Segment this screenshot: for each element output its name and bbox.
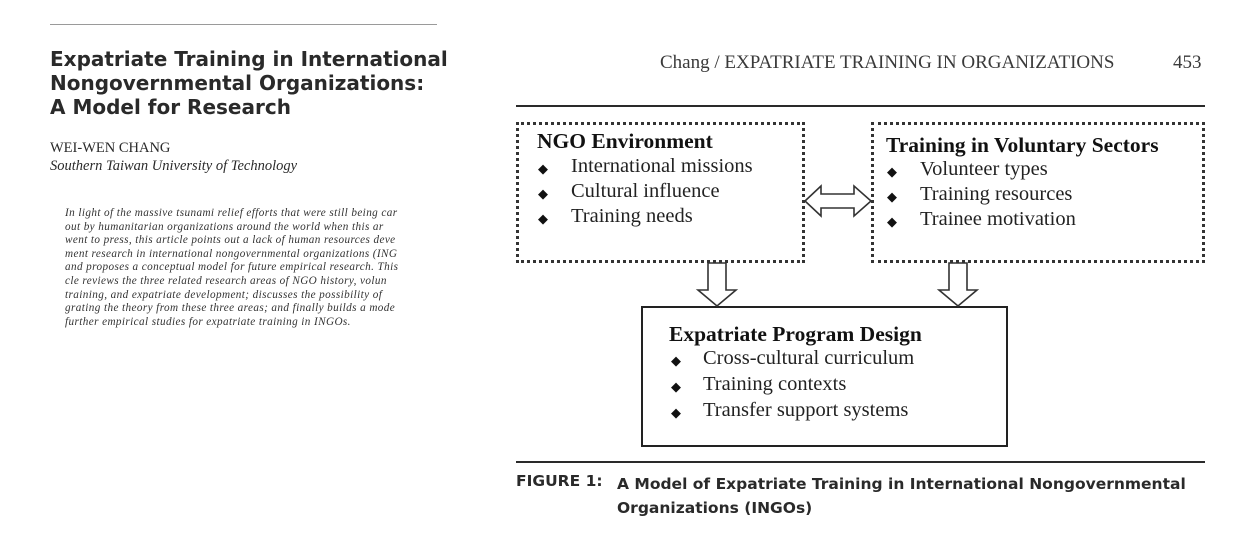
figure-bottom-rule — [516, 461, 1205, 463]
box-item: Transfer support systems — [703, 399, 909, 421]
author-affiliation: Southern Taiwan University of Technology — [50, 158, 298, 174]
abstract-line: ment research in international nongovernmental organizations (ING — [65, 247, 398, 260]
training-voluntary-sectors-box — [871, 122, 1205, 263]
box-item: Training contexts — [703, 373, 847, 395]
caption-line: Organizations (INGOs) — [617, 499, 813, 517]
abstract-line: out by humanitarian organizations around the world when this ar — [65, 220, 384, 233]
diamond-bullet-icon: ◆ — [538, 162, 548, 177]
diamond-bullet-icon: ◆ — [671, 380, 681, 395]
box-item: International missions — [571, 155, 753, 177]
running-head: Chang / EXPATRIATE TRAINING IN ORGANIZATIONS — [660, 52, 1115, 73]
article-title — [50, 47, 448, 119]
abstract-line: and proposes a conceptual model for future empirical research. This — [65, 261, 399, 274]
diamond-bullet-icon: ◆ — [671, 406, 681, 421]
abstract-line: cle reviews the three related research areas of NGO history, volun — [65, 274, 387, 287]
caption-line: A Model of Expatriate Training in International Nongovernmental — [617, 475, 1186, 493]
abstract — [65, 207, 438, 337]
figure-caption — [617, 472, 1217, 520]
abstract-line: training, and expatriate development; discusses the possibility of — [65, 288, 383, 301]
down-arrow-icon — [939, 263, 977, 306]
header-rule — [50, 24, 437, 25]
page-number: 453 — [1173, 52, 1202, 73]
figure-top-rule — [516, 105, 1205, 107]
abstract-line: grating the theory from these three areas; and finally builds a mode — [65, 302, 396, 315]
box-heading: NGO Environment — [537, 129, 713, 153]
box-heading: Training in Voluntary Sectors — [886, 133, 1159, 157]
abstract-line: further empirical studies for expatriate training in INGOs. — [65, 315, 351, 328]
abstract-line: went to press, this article points out a lack of human resources deve — [65, 234, 396, 247]
box-item: Training resources — [920, 183, 1073, 205]
box-item: Cultural influence — [571, 180, 720, 202]
box-item: Volunteer types — [920, 158, 1048, 180]
figure-caption-label: FIGURE 1: — [516, 472, 603, 490]
box-heading: Expatriate Program Design — [669, 322, 922, 346]
diamond-bullet-icon: ◆ — [671, 354, 681, 369]
expatriate-program-design-box — [641, 306, 1008, 447]
box-item: Trainee motivation — [920, 208, 1076, 230]
author-name: WEI-WEN CHANG — [50, 140, 171, 156]
abstract-line: In light of the massive tsunami relief efforts that were still being car — [65, 207, 398, 219]
title-line: Nongovernmental Organizations: — [50, 71, 425, 95]
diamond-bullet-icon: ◆ — [538, 187, 548, 202]
box-item: Cross-cultural curriculum — [703, 347, 915, 369]
ngo-environment-box — [516, 122, 805, 263]
diamond-bullet-icon: ◆ — [887, 215, 897, 230]
diamond-bullet-icon: ◆ — [887, 190, 897, 205]
title-line: A Model for Research — [50, 95, 291, 119]
box-item: Training needs — [571, 205, 693, 227]
double-arrow-icon — [805, 186, 871, 216]
diamond-bullet-icon: ◆ — [887, 165, 897, 180]
diamond-bullet-icon: ◆ — [538, 212, 548, 227]
title-line: Expatriate Training in International — [50, 47, 448, 71]
down-arrow-icon — [698, 263, 736, 306]
